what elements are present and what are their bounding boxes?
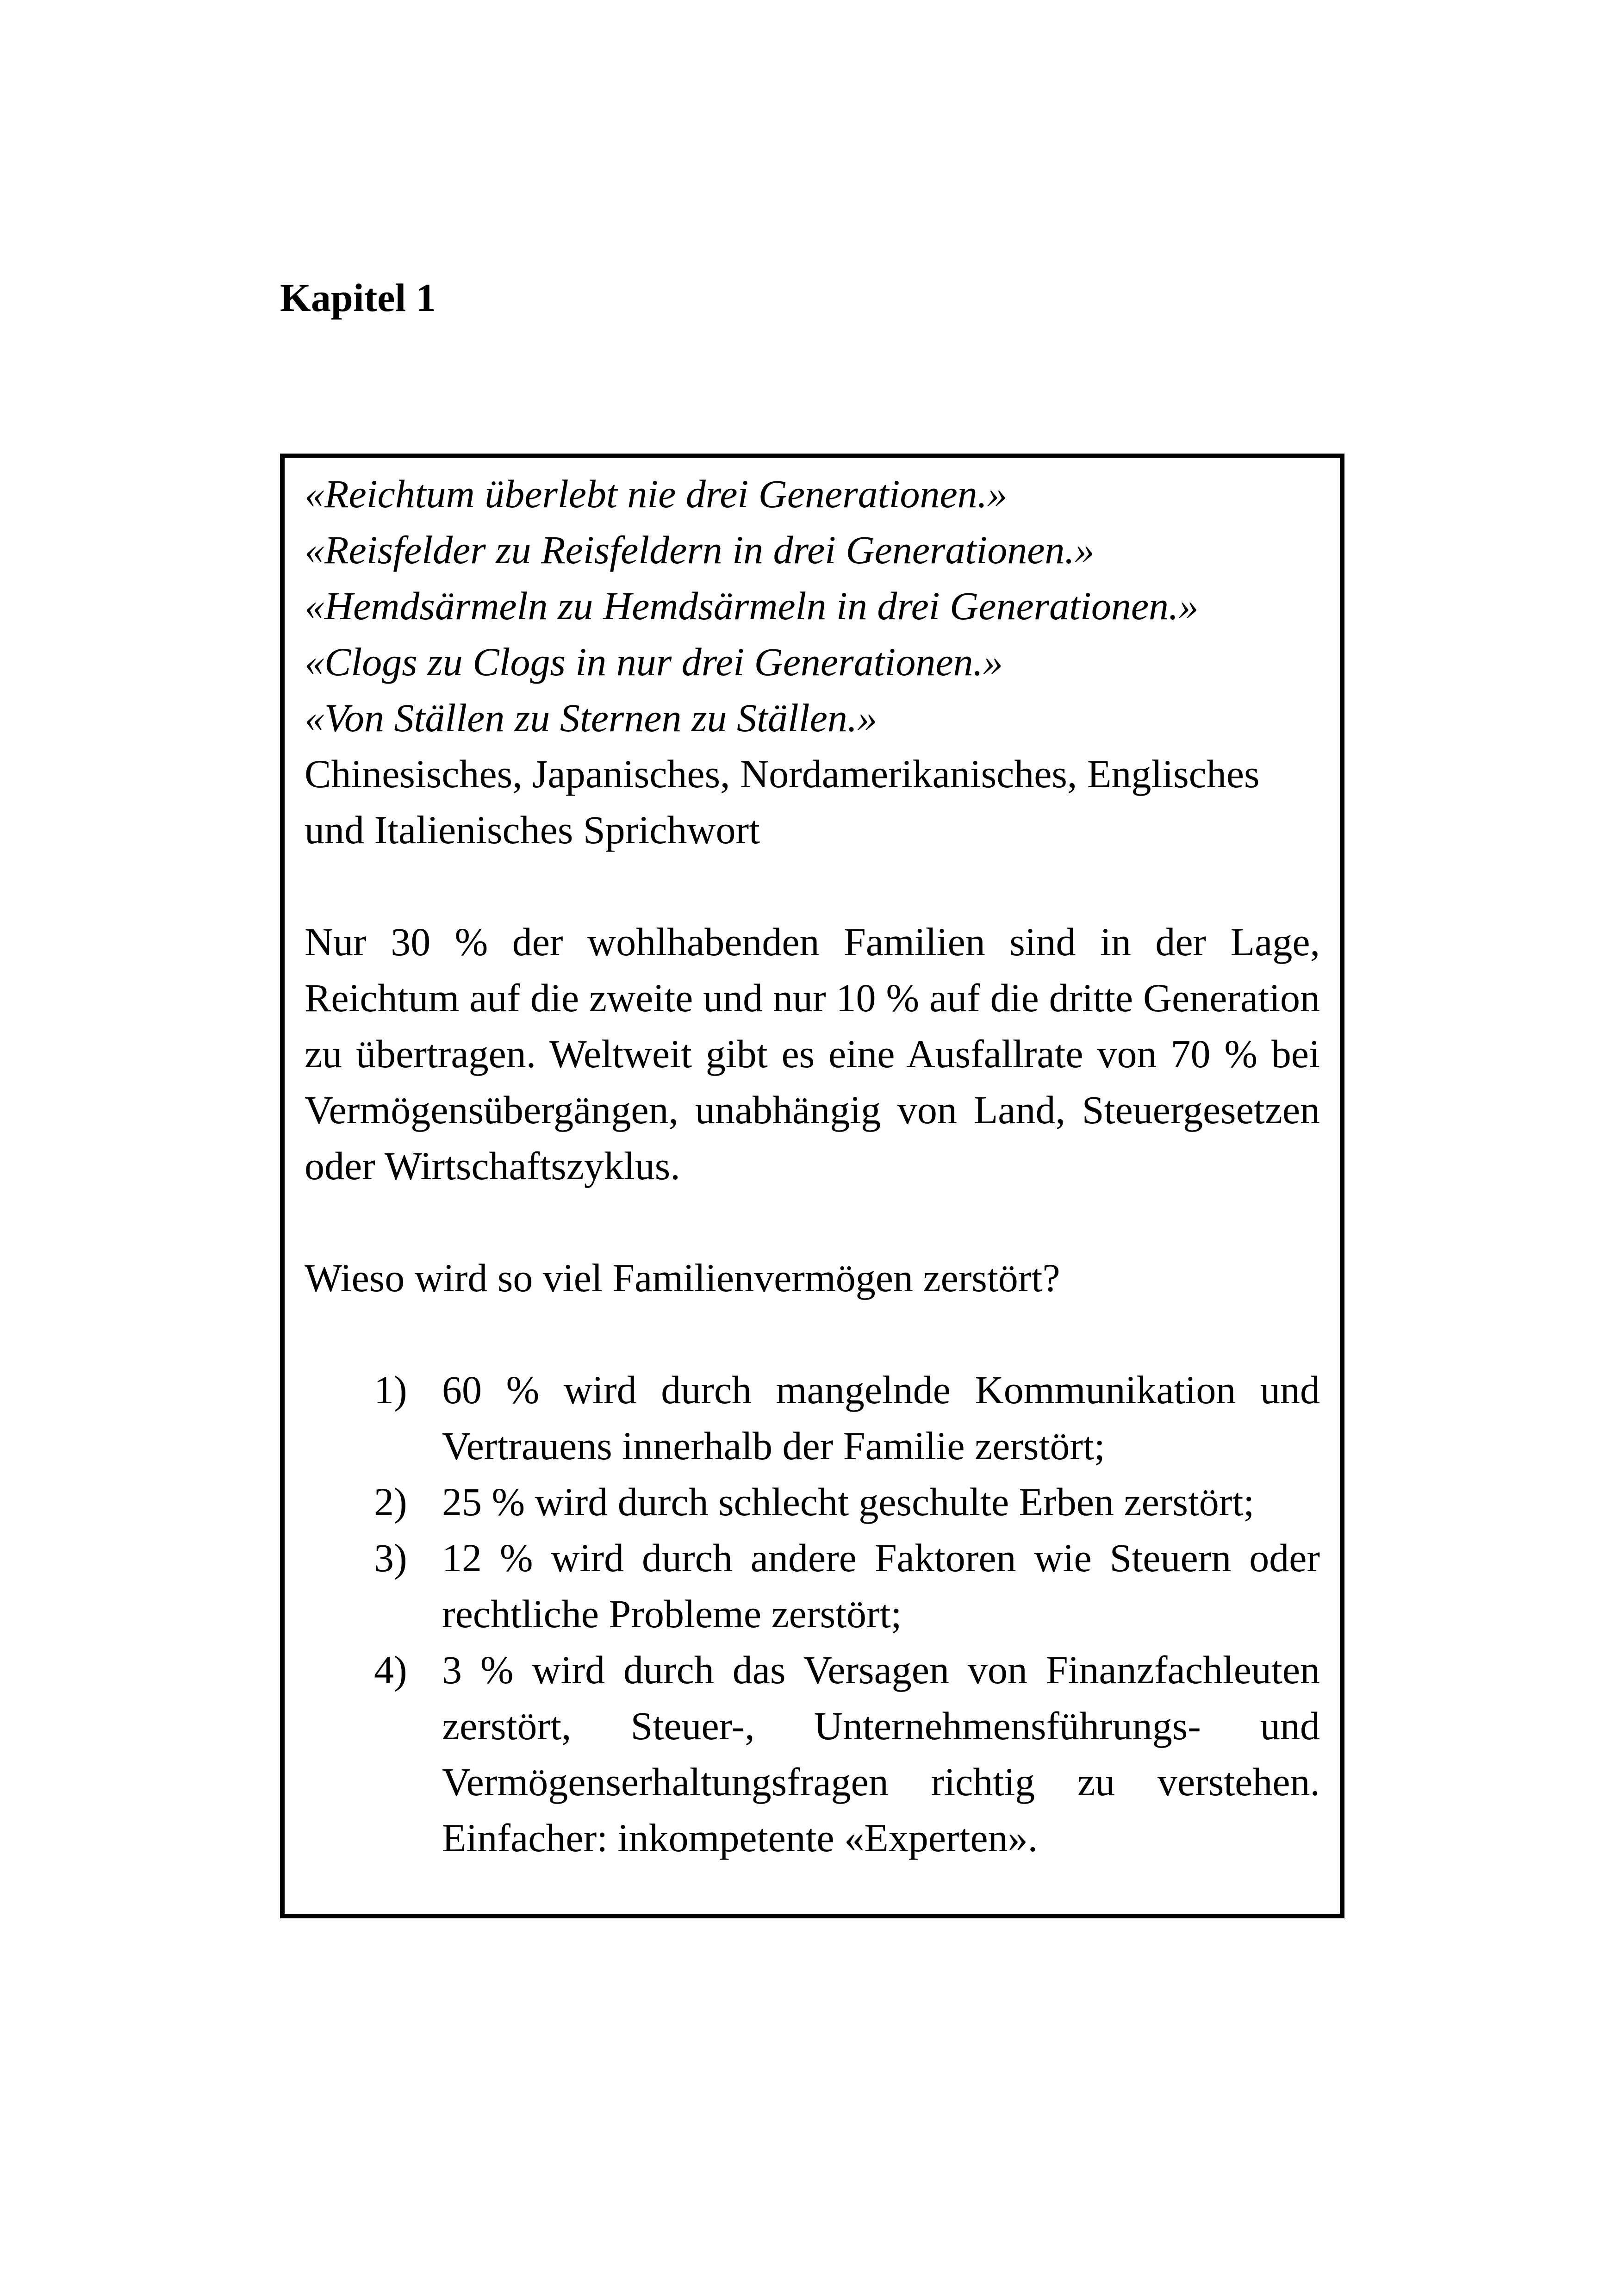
question-line: Wieso wird so viel Familienvermögen zerstört? [305, 1256, 1060, 1300]
list-item-number: 4) [374, 1648, 407, 1692]
list-item [305, 1474, 1320, 1530]
proverb-quote: «Hemdsärmeln zu Hemdsärmeln in drei Generationen.» [305, 584, 1199, 628]
list-item-text: 25 % wird durch schlecht geschulte Erben zerstört; [442, 1480, 1255, 1524]
list-item-text: 3 % wird durch das Versagen von Finanzfachleuten zerstört, Steuer-, Unternehmensführungs- und Vermögenserhaltungsfragen richtig zu verstehen. Einfacher: inkompetente «Experten». [442, 1648, 1320, 1860]
list-item [305, 1362, 1320, 1474]
proverb-quote: «Clogs zu Clogs in nur drei Generationen.» [305, 640, 1003, 684]
list-item [305, 1530, 1320, 1642]
chapter-title: Kapitel 1 [280, 275, 436, 320]
statistics-paragraph: Nur 30 % der wohlhabenden Familien sind in der Lage, Reichtum auf die zweite und nur 10 % auf die dritte Generation zu übertragen. Weltweit gibt es eine Ausfallrate von 70 % bei Vermögensübergängen, unabhängig von Land, Steuergesetzen oder Wirtschaftszyklus. [305, 920, 1320, 1188]
paragraph-spacer [305, 1194, 1320, 1250]
proverb-attribution: Chinesisches, Japanisches, Nordamerikanisches, Englisches und Italienisches Sprichwort [305, 752, 1260, 852]
list-item-number: 2) [374, 1480, 407, 1524]
reasons-list [305, 1362, 1320, 1866]
proverb-quote: «Von Ställen zu Sternen zu Ställen.» [305, 696, 877, 740]
proverb-quote: «Reisfelder zu Reisfeldern in drei Generationen.» [305, 528, 1095, 572]
paragraph-spacer [305, 858, 1320, 914]
list-item [305, 1642, 1320, 1866]
quote-box [280, 454, 1344, 1918]
list-item-number: 1) [374, 1368, 407, 1412]
list-item-text: 12 % wird durch andere Faktoren wie Steuern oder rechtliche Probleme zerstört; [442, 1536, 1320, 1636]
paragraph-spacer [305, 1306, 1320, 1362]
list-item-text: 60 % wird durch mangelnde Kommunikation und Vertrauens innerhalb der Familie zerstört; [442, 1368, 1320, 1468]
list-item-number: 3) [374, 1536, 407, 1580]
proverb-quote: «Reichtum überlebt nie drei Generationen.» [305, 472, 1008, 516]
